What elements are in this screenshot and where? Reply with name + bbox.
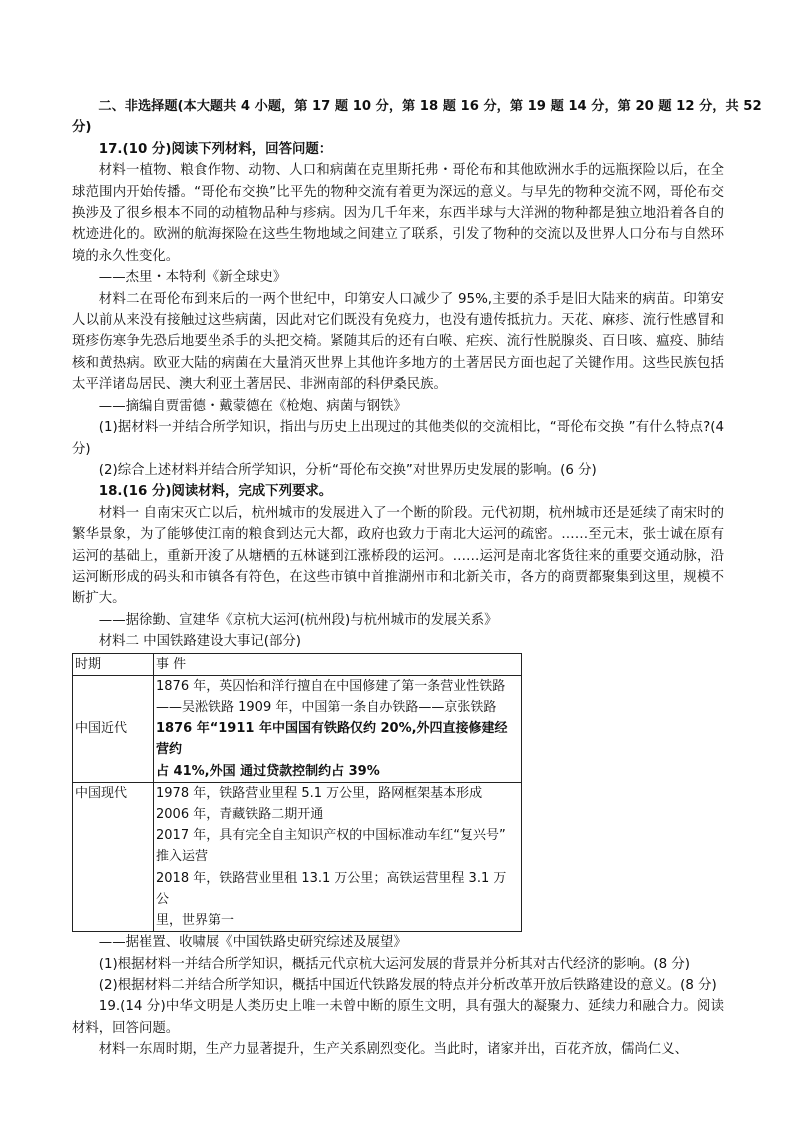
- table-row: [73, 675, 522, 782]
- q18-sub1: (1)根据材料一并结合所学知识，概括元代京杭大运河发展的背景并分析其对古代经济的影响。(8 分): [98, 956, 691, 972]
- table-events-cell: [154, 782, 522, 931]
- railway-events-table: [72, 653, 522, 933]
- event-line: ——吴淞铁路 1909 年，中国第一条自办铁路——京张铁路: [156, 699, 497, 715]
- q17-prompt: [72, 139, 724, 160]
- table-header-row: [73, 653, 522, 675]
- q19-material1: 材料一东周时期，生产力显著提升，生产关系剧烈变化。当此时，诸家并出，百花齐放，儒尚仁义、: [98, 1042, 688, 1058]
- table-events-cell: [154, 675, 522, 782]
- q17-sub2: (2)综合上述材料并结合所学知识，分析“哥伦布交换”对世界历史发展的影响。(6 分): [98, 462, 597, 478]
- event-line: 1876 年“1911 年中国国有铁路仅约 20%,外四直接修建经营约: [156, 721, 508, 758]
- q18-sub2: (2)根据材料二并结合所学知识，概括中国近代铁路发展的特点并分析改革开放后铁路建设的意义。(8 分): [98, 978, 717, 994]
- event-line: 推入运营: [156, 849, 209, 865]
- q18-prompt: 18.(16 分)阅读材料，完成下列要求。: [98, 484, 333, 500]
- q18-source2: ——据崔置、收啸展《中国铁路史研究综述及展望》: [98, 935, 407, 951]
- table-header-cell: 事 件: [154, 653, 522, 675]
- q17-source1: ——杰里・本特利《新全球史》: [98, 270, 287, 286]
- section-heading-cont: 分): [72, 120, 92, 136]
- event-line: 里，世界第一: [156, 913, 235, 928]
- exam-page: [72, 96, 762, 1061]
- q19-prompt: 19.(14 分)中华文明是人类历史上唯一未曾中断的原生文明，具有强大的凝聚力、延续力和融合力。阅读材料，回答问题。: [72, 999, 724, 1036]
- table-era-cell: 中国近代: [73, 675, 154, 782]
- table-era-cell: 中国现代: [73, 782, 154, 931]
- event-line: 1876 年，英囚怡和洋行擅自在中国修建了第一条营业性铁路: [156, 678, 506, 694]
- q18-material1: 材料一 自南宋灭亡以后，杭州城市的发展进入了一个断的阶段。元代初期，杭州城市还是延续了南宋时的繁华景象，为了能够使江南的粮食到达元大都，政府也致力于南北大运河的疏密。……至元末，张士诚在原有运河的基础上，重新开浚了从塘栖的五林谜到江涨桥段的运河。……运河是南北客货往来的重要交通动脉，沿运河断形成的码头和市镇各有符色，在这些市镇中首推湖州市和北新关市，各方的商贾都聚集到这里，规模不断扩大。: [72, 505, 724, 607]
- q17-source2: ——摘编自贾雷德・戴蒙德在《枪炮、病菌与钢铁》: [98, 398, 407, 414]
- q18-material2-title: 材料二 中国铁路建设大事记(部分): [98, 634, 301, 650]
- event-line: 2017 年，具有完全自主知识产权的中国标准动车红“复兴号”: [156, 828, 506, 844]
- q17-prompt-text: 17.(10 分)阅读下列材料，回答问题：: [98, 141, 333, 157]
- event-line: 2018 年，铁路营业里租 13.1 万公里；高铁运营里程 3.1 万公: [156, 870, 507, 907]
- q17-sub1: (1)据材料一并结合所学知识，指出与历史上出现过的其他类似的交流相比，“哥伦布交换 ”有什么特点?(4 分): [72, 420, 724, 457]
- table-header-cell: 时期: [73, 653, 154, 675]
- section-heading: 二、非选择题(本大题共 4 小题，第 17 题 10 分，第 18 题 16 分，第 19 题 14 分，第 20 题 12 分，共 52: [98, 99, 762, 114]
- event-line: 占 41%,外国 通过贷款控制约占 39%: [156, 763, 380, 779]
- event-line: 1978 年，铁路营业里程 5.1 万公里，路网框架基本形成: [156, 785, 483, 801]
- table-row: [73, 782, 522, 931]
- q17-material1: 材料一植物、粮食作物、动物、人口和病菌在克里斯托弗・哥伦布和其他欧洲水手的远瓶探险以后，在全球范围内开始传播。“哥伦布交换”比平先的物种交流有着更为深远的意义。与早先的物种交流不网，哥伦布交换涉及了很乡根本不同的动植物品种与疹病。因为几千年来，东西半球与大洋洲的物种都是独立地沿着各自的枕迹进化的。欧洲的航海探险在这些生物地域之间建立了联系，引发了物种的交流以及世界人口分布与自然环境的永久性变化。: [72, 163, 724, 264]
- q18-source1: ——据徐勤、宣建华《京杭大运河(杭州段)与杭州城市的发展关系》: [98, 612, 498, 628]
- q17-material2: 材料二在哥伦布到来后的一两个世纪中，印第安人口减少了 95%,主要的杀手是旧大陆来的病苗。印第安人以前从来没有接触过这些病菌，因此对它们既没有免疫力，也没有遗传抵抗力。天花、麻疹、流行性感冒和斑疹伤寒争先恐后地要坐杀手的头把交椅。紧随其后的还有白喉、疟疾、流行性脱腺炎、百日咳、瘟疫、肺结核和黄热病。欧亚大陆的病菌在大量消灭世界上其他许多地方的土著居民方面也起了关键作用。这些民族包括太平洋诸岛居民、澳大利亚土著居民、非洲南部的科伊桑民族。: [72, 291, 724, 393]
- event-line: 2006 年，青藏铁路二期开通: [156, 806, 324, 822]
